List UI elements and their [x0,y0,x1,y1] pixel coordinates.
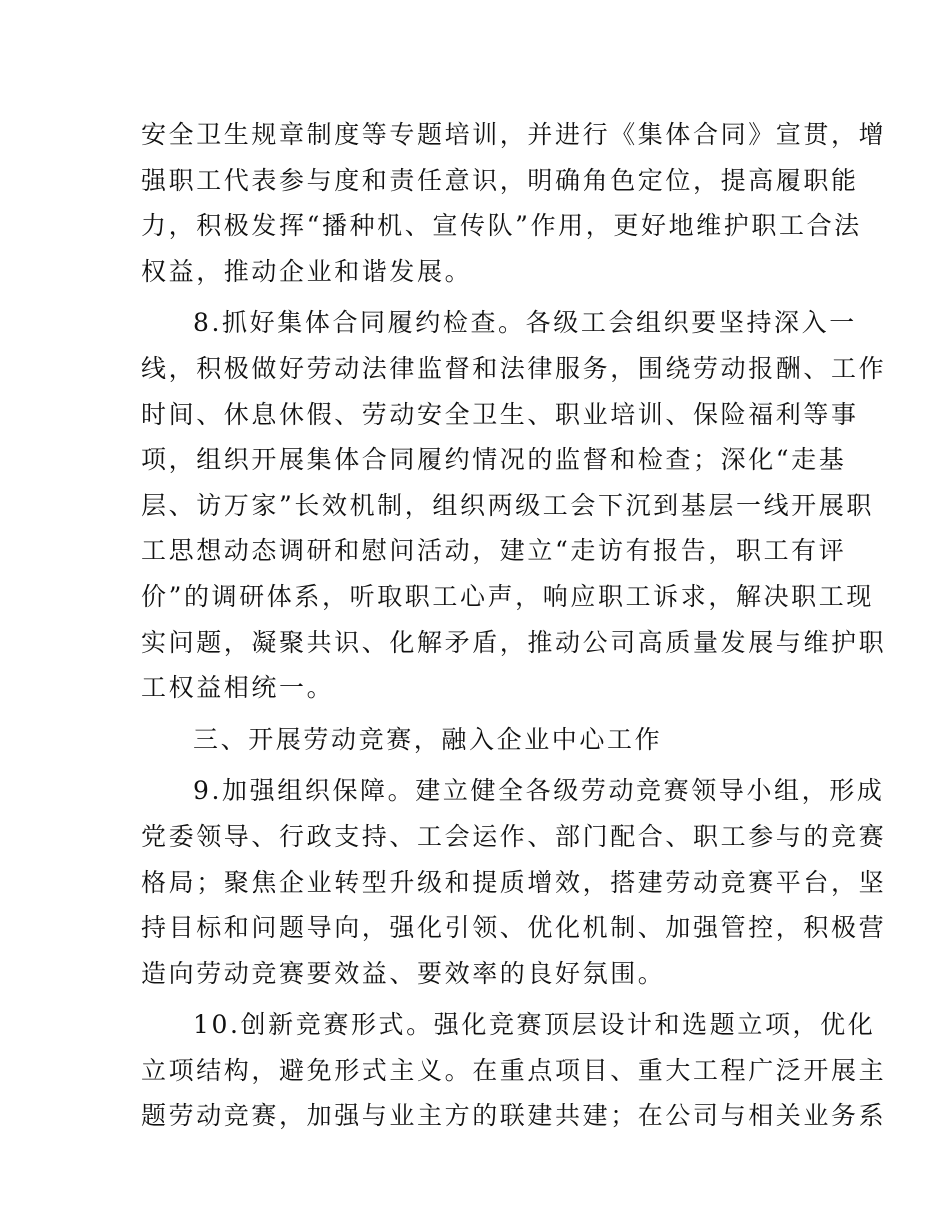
text-line: 造向劳动竞赛要效益、要效率的良好氛围。 [141,958,666,988]
text-line: 党委领导、行政支持、工会运作、部门配合、职工参与的竞赛 [141,821,887,851]
text-line: 工思想动态调研和慰问活动，建立“走访有报告，职工有评 [141,536,847,566]
text-line: 工权益相统一。 [141,673,335,703]
text-line: 权益，推动企业和谐发展。 [141,256,473,286]
text-line: 价”的调研体系，听取职工心声，响应职工诉求，解决职工现 [141,581,874,611]
document-body [141,112,887,1139]
text-line: 格局；聚焦企业转型升级和提质增效，搭建劳动竞赛平台，坚 [141,867,887,897]
text-line: 立项结构，避免形式主义。在重点项目、重大工程广泛开展主 [141,1055,887,1085]
text-line: 时间、休息休假、劳动安全卫生、职业培训、保险福利等事 [141,399,859,429]
text-line: 线，积极做好劳动法律监督和法律服务，围绕劳动报酬、工作 [141,353,887,383]
text-line: 10.创新竞赛形式。强化竞赛顶层设计和选题立项，优化 [193,1010,876,1040]
text-line: 强职工代表参与度和责任意识，明确角色定位，提高履职能 [141,165,859,195]
paragraph-collective-contract-training [141,112,887,294]
section-heading [141,717,811,763]
text-line: 8.抓好集体合同履约检查。各级工会组织要坚持深入一 [193,308,857,338]
paragraph-item-9 [141,768,887,996]
section-heading-text: 三、开展劳动竞赛，融入企业中心工作 [193,724,663,754]
text-line: 项，组织开展集体合同履约情况的监督和检查；深化“走基 [141,445,847,475]
text-line: 安全卫生规章制度等专题培训，并进行《集体合同》宣贯，增 [141,120,887,149]
text-line: 持目标和问题导向，强化引领、优化机制、加强管控，积极营 [141,913,887,943]
text-line: 9.加强组织保障。建立健全各级劳动竞赛领导小组，形成 [193,776,885,806]
text-line: 层、访万家”长效机制，组织两级工会下沉到基层一线开展职 [141,490,874,520]
text-line: 实问题，凝聚共识、化解矛盾，推动公司高质量发展与维护职 [141,627,887,657]
paragraph-item-8 [141,300,887,710]
text-line: 力，积极发挥“播种机、宣传队”作用，更好地维护职工合法 [141,211,862,241]
text-line: 题劳动竞赛，加强与业主方的联建共建；在公司与相关业务系 [141,1101,887,1131]
paragraph-item-10 [141,1002,887,1139]
